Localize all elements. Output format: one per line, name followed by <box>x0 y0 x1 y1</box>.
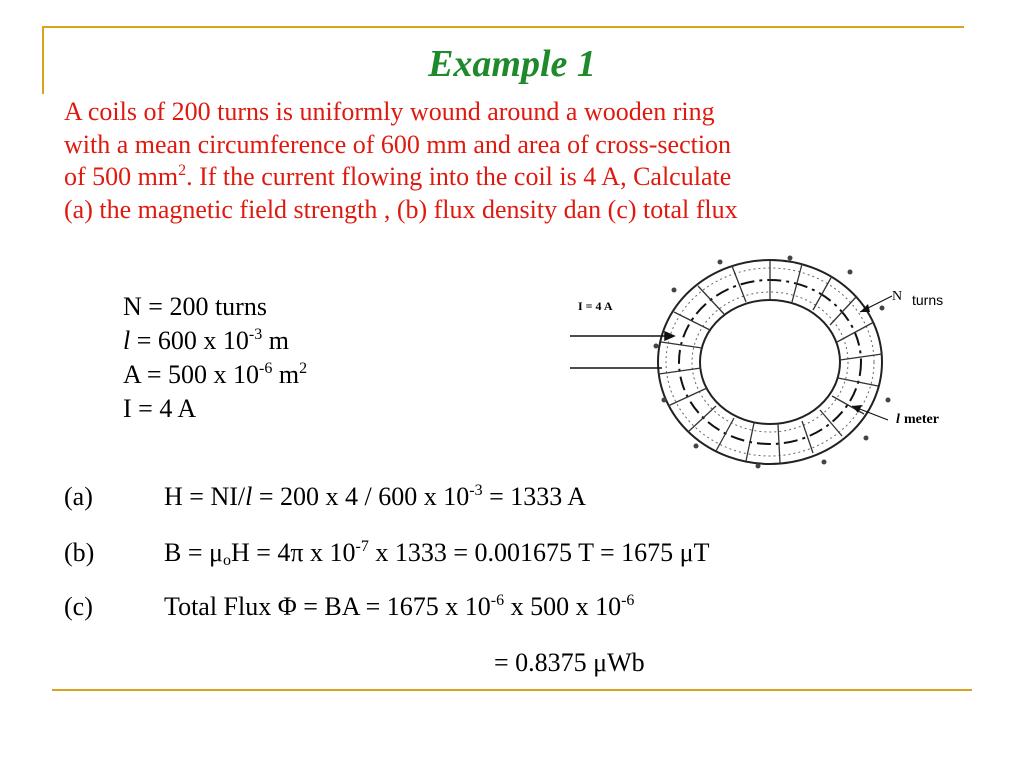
problem-statement <box>64 96 994 248</box>
solution-b-sub: o <box>222 552 231 569</box>
solution-a-label: (a) <box>64 482 93 511</box>
given-l-exp: -3 <box>248 326 263 343</box>
l-label: l <box>896 412 900 427</box>
solution-a-text-1: H = NI/ <box>164 482 246 511</box>
given-a-unit: m <box>272 360 300 389</box>
solution-b <box>64 538 709 568</box>
toroid-diagram <box>570 250 970 470</box>
winding-dots <box>654 256 891 469</box>
given-n: N = 200 turns <box>123 292 267 321</box>
solution-c-label: (c) <box>64 592 93 621</box>
solution-b-label: (b) <box>64 538 95 567</box>
given-l-eq: = 600 x 10 <box>130 326 249 355</box>
current-label: I = 4 A <box>578 299 613 313</box>
given-a-unit-exp: 2 <box>299 360 308 377</box>
frame-top-line <box>42 26 964 28</box>
solution-c-exp-1: -6 <box>490 592 505 609</box>
solution-a-text-2: = 200 x 4 / 600 x 10 <box>252 482 470 511</box>
given-i: I = 4 A <box>123 394 197 423</box>
solution-b-text-3: x 1333 = 0.001675 T = 1675 μT <box>368 538 710 567</box>
solution-a <box>64 482 586 512</box>
given-a-eq: A = 500 x 10 <box>123 360 260 389</box>
flux-result: = 0.8375 μWb <box>494 648 645 677</box>
solution-a-var: l <box>245 482 253 511</box>
solution-b-mu: μ <box>209 538 223 567</box>
slide-title: Example 1 <box>428 43 596 85</box>
problem-line-2: with a mean circumference of 600 mm and area of cross-section <box>64 129 732 159</box>
solution-b-text-1: B = <box>164 538 210 567</box>
problem-line-3-a: of 500 mm <box>64 162 179 191</box>
solution-b-exp: -7 <box>355 538 369 555</box>
turns-label: turns <box>912 292 944 308</box>
frame-bottom-line <box>52 689 972 691</box>
problem-line-1: A coils of 200 turns is uniformly wound around a wooden ring <box>64 97 715 126</box>
solution-c <box>64 592 634 622</box>
solution-c-exp-2: -6 <box>621 592 635 609</box>
meter-label: meter <box>904 412 939 427</box>
problem-line-4: (a) the magnetic field strength , (b) flux density dan (c) total flux <box>64 194 738 224</box>
solution-c-text-2: x 500 x 10 <box>504 592 622 621</box>
n-label: N <box>892 289 903 304</box>
problem-line-3-b: . If the current flowing into the coil is 4 A, Calculate <box>186 162 732 191</box>
problem-line-3 <box>64 161 994 194</box>
solution-a-text-3: = 1333 A <box>482 482 587 511</box>
given-l-var: l <box>123 326 131 355</box>
given-l-unit: m <box>262 326 289 355</box>
given-l <box>123 324 307 358</box>
problem-line-3-sup: 2 <box>178 162 187 179</box>
given-values <box>123 290 307 426</box>
given-a-exp: -6 <box>259 360 273 377</box>
n-turns-pointer <box>860 296 892 312</box>
solution-a-exp: -3 <box>469 482 483 499</box>
given-a <box>123 358 307 392</box>
solution-b-text-2: H = 4π x 10 <box>230 538 356 567</box>
solution-c-text-1: Total Flux Φ = BA = 1675 x 10 <box>164 592 491 621</box>
